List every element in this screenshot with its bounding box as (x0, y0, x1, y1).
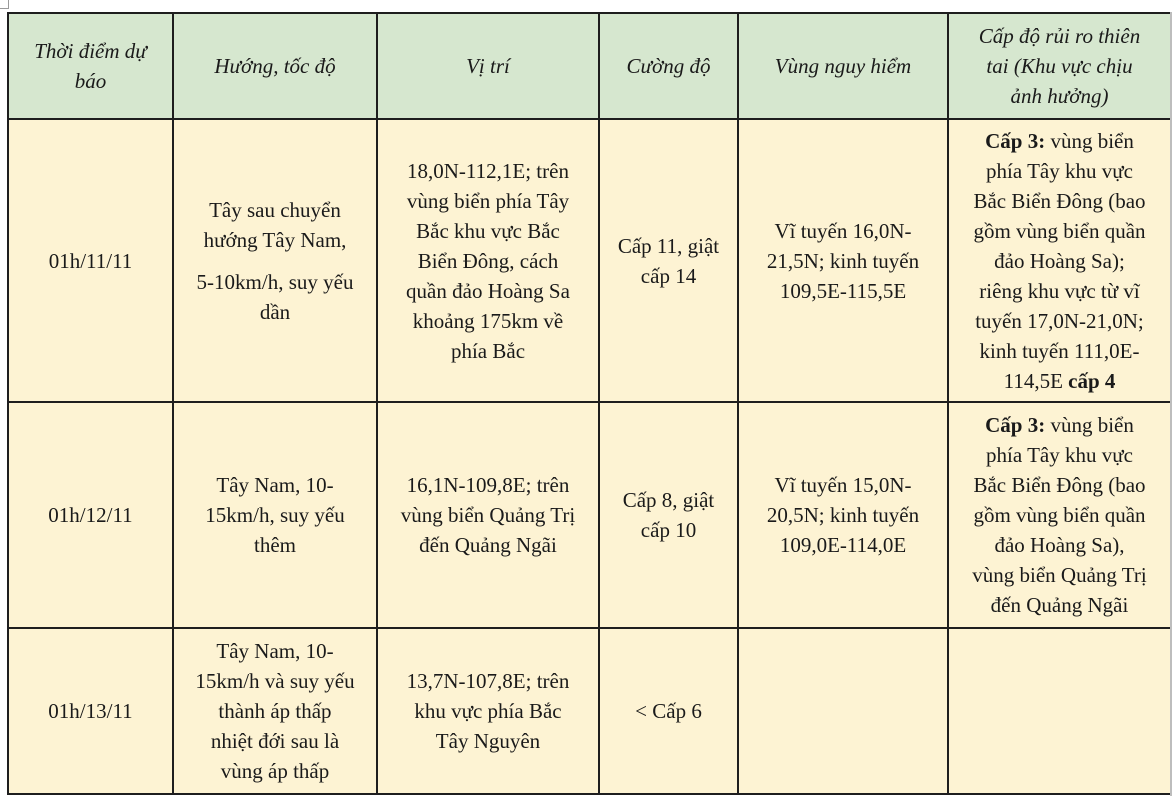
cell-risk-level (948, 628, 1171, 794)
header-direction-speed: Hướng, tốc độ (173, 13, 377, 119)
cell-position: 16,1N-109,8E; trên vùng biển Quảng Trị đến Quảng Ngãi (377, 402, 599, 628)
header-danger-zone: Vùng nguy hiểm (738, 13, 948, 119)
storm-forecast-table (7, 12, 1172, 795)
forecast-table-container (7, 12, 1172, 795)
header-intensity: Cường độ (599, 13, 738, 119)
cell-direction: Tây Nam, 10- 15km/h và suy yếu thành áp thấp nhiệt đới sau là vùng áp thấp (173, 628, 377, 794)
cell-danger-zone: Vĩ tuyến 15,0N- 20,5N; kinh tuyến 109,0E-114,0E (738, 402, 948, 628)
cell-intensity: Cấp 8, giật cấp 10 (599, 402, 738, 628)
header-row (8, 13, 1171, 119)
cell-danger-zone: Vĩ tuyến 16,0N- 21,5N; kinh tuyến 109,5E-115,5E (738, 119, 948, 402)
table-row (8, 119, 1171, 402)
cell-position: 13,7N-107,8E; trên khu vực phía Bắc Tây Nguyên (377, 628, 599, 794)
cell-risk-level: Cấp 3: vùng biển phía Tây khu vực Bắc Biển Đông (bao gồm vùng biển quần đảo Hoàng Sa), vùng biển Quảng Trị đến Quảng Ngãi (948, 402, 1171, 628)
header-forecast-time: Thời điểm dự báo (8, 13, 173, 119)
paragraph-gap (178, 255, 372, 267)
cell-risk-level: Cấp 3: vùng biển phía Tây khu vực Bắc Biển Đông (bao gồm vùng biển quần đảo Hoàng Sa); riêng khu vực từ vĩ tuyến 17,0N-21,0N; kinh tuyến 111,0E- 114,5E cấp 4 (948, 119, 1171, 402)
corner-mark (0, 0, 9, 9)
header-position: Vị trí (377, 13, 599, 119)
table-row (8, 628, 1171, 794)
cell-intensity: < Cấp 6 (599, 628, 738, 794)
table-row (8, 402, 1171, 628)
cell-time: 01h/13/11 (8, 628, 173, 794)
cell-danger-zone (738, 628, 948, 794)
header-disaster-risk-level: Cấp độ rủi ro thiên tai (Khu vực chịu ảnh hưởng) (948, 13, 1171, 119)
cell-time: 01h/12/11 (8, 402, 173, 628)
cell-intensity: Cấp 11, giật cấp 14 (599, 119, 738, 402)
cell-direction: Tây Nam, 10- 15km/h, suy yếu thêm (173, 402, 377, 628)
cell-time: 01h/11/11 (8, 119, 173, 402)
cell-direction: Tây sau chuyển hướng Tây Nam, 5-10km/h, suy yếu dần (173, 119, 377, 402)
risk-level-bold: cấp 4 (1068, 368, 1116, 393)
risk-level-bold: Cấp 3: (985, 128, 1046, 153)
risk-level-bold: Cấp 3: (985, 413, 1046, 437)
cell-position: 18,0N-112,1E; trên vùng biển phía Tây Bắc khu vực Bắc Biển Đông, cách quần đảo Hoàng Sa khoảng 175km về phía Bắc (377, 119, 599, 402)
